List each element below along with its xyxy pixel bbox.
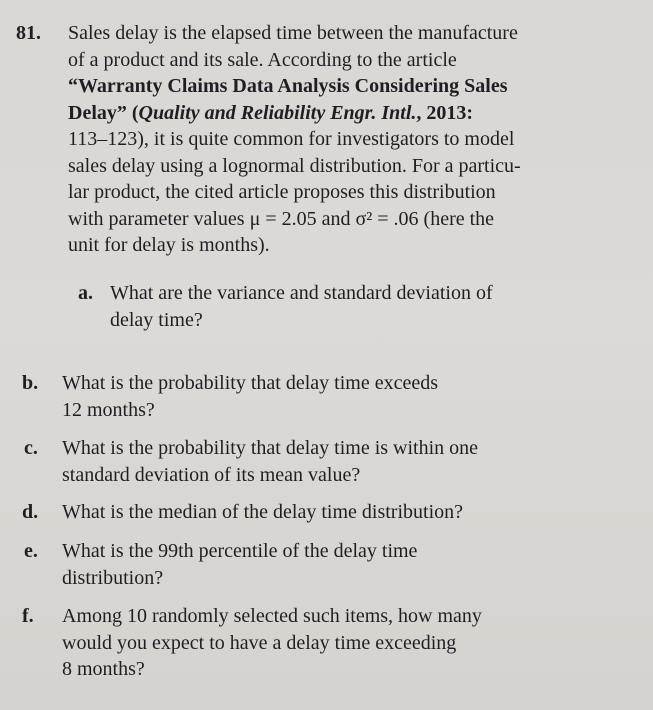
part-b-question	[62, 370, 438, 423]
problem-number: 81.	[16, 22, 41, 44]
part-e-letter: e.	[24, 540, 38, 562]
intro-line: of a product and its sale. According to the article	[68, 48, 457, 71]
part-d-letter: d.	[22, 501, 39, 523]
intro-line-parameters: with parameter values μ = 2.05 and σ² = .06 (here the	[68, 207, 495, 230]
part-e-question	[62, 538, 417, 591]
question-line: standard deviation of its mean value?	[62, 463, 361, 486]
part-f-question	[62, 603, 482, 683]
part-b-letter: b.	[22, 372, 39, 394]
part-a-question	[110, 280, 493, 333]
intro-line-citation: Delay” (Quality and Reliability Engr. Intl., 2013:	[68, 101, 474, 124]
problem-intro	[68, 20, 616, 259]
part-c-question	[62, 435, 478, 488]
question-line: What is the probability that delay time exceeds	[62, 372, 438, 394]
question-line: delay time?	[110, 308, 203, 331]
question-line: 12 months?	[62, 398, 155, 421]
question-line: 8 months?	[62, 658, 145, 680]
intro-line: unit for delay is months).	[68, 234, 270, 256]
journal-name: Quality and Reliability Engr. Intl.	[138, 101, 417, 124]
part-c-letter: c.	[24, 437, 38, 459]
intro-line: sales delay using a lognormal distribution. For a particu-	[68, 154, 521, 177]
part-d-question	[62, 499, 463, 526]
question-line: What is the probability that delay time is within one	[62, 437, 479, 459]
intro-line-article-title: “Warranty Claims Data Analysis Considering Sales	[68, 75, 508, 97]
question-line: Among 10 randomly selected such items, how many	[62, 605, 482, 627]
question-line: What are the variance and standard deviation of	[110, 282, 493, 304]
intro-line: Sales delay is the elapsed time between the manufacture	[68, 22, 518, 44]
intro-line: lar product, the cited article proposes this distribution	[68, 181, 496, 203]
question-line: What is the 99th percentile of the delay time	[62, 540, 418, 562]
question-line: distribution?	[62, 566, 164, 589]
part-a-letter: a.	[78, 282, 93, 304]
question-line: What is the median of the delay time distribution?	[62, 501, 464, 523]
intro-line: 113–123), it is quite common for investigators to model	[68, 128, 515, 150]
part-f-letter: f.	[22, 605, 34, 627]
question-line: would you expect to have a delay time exceeding	[62, 631, 457, 654]
